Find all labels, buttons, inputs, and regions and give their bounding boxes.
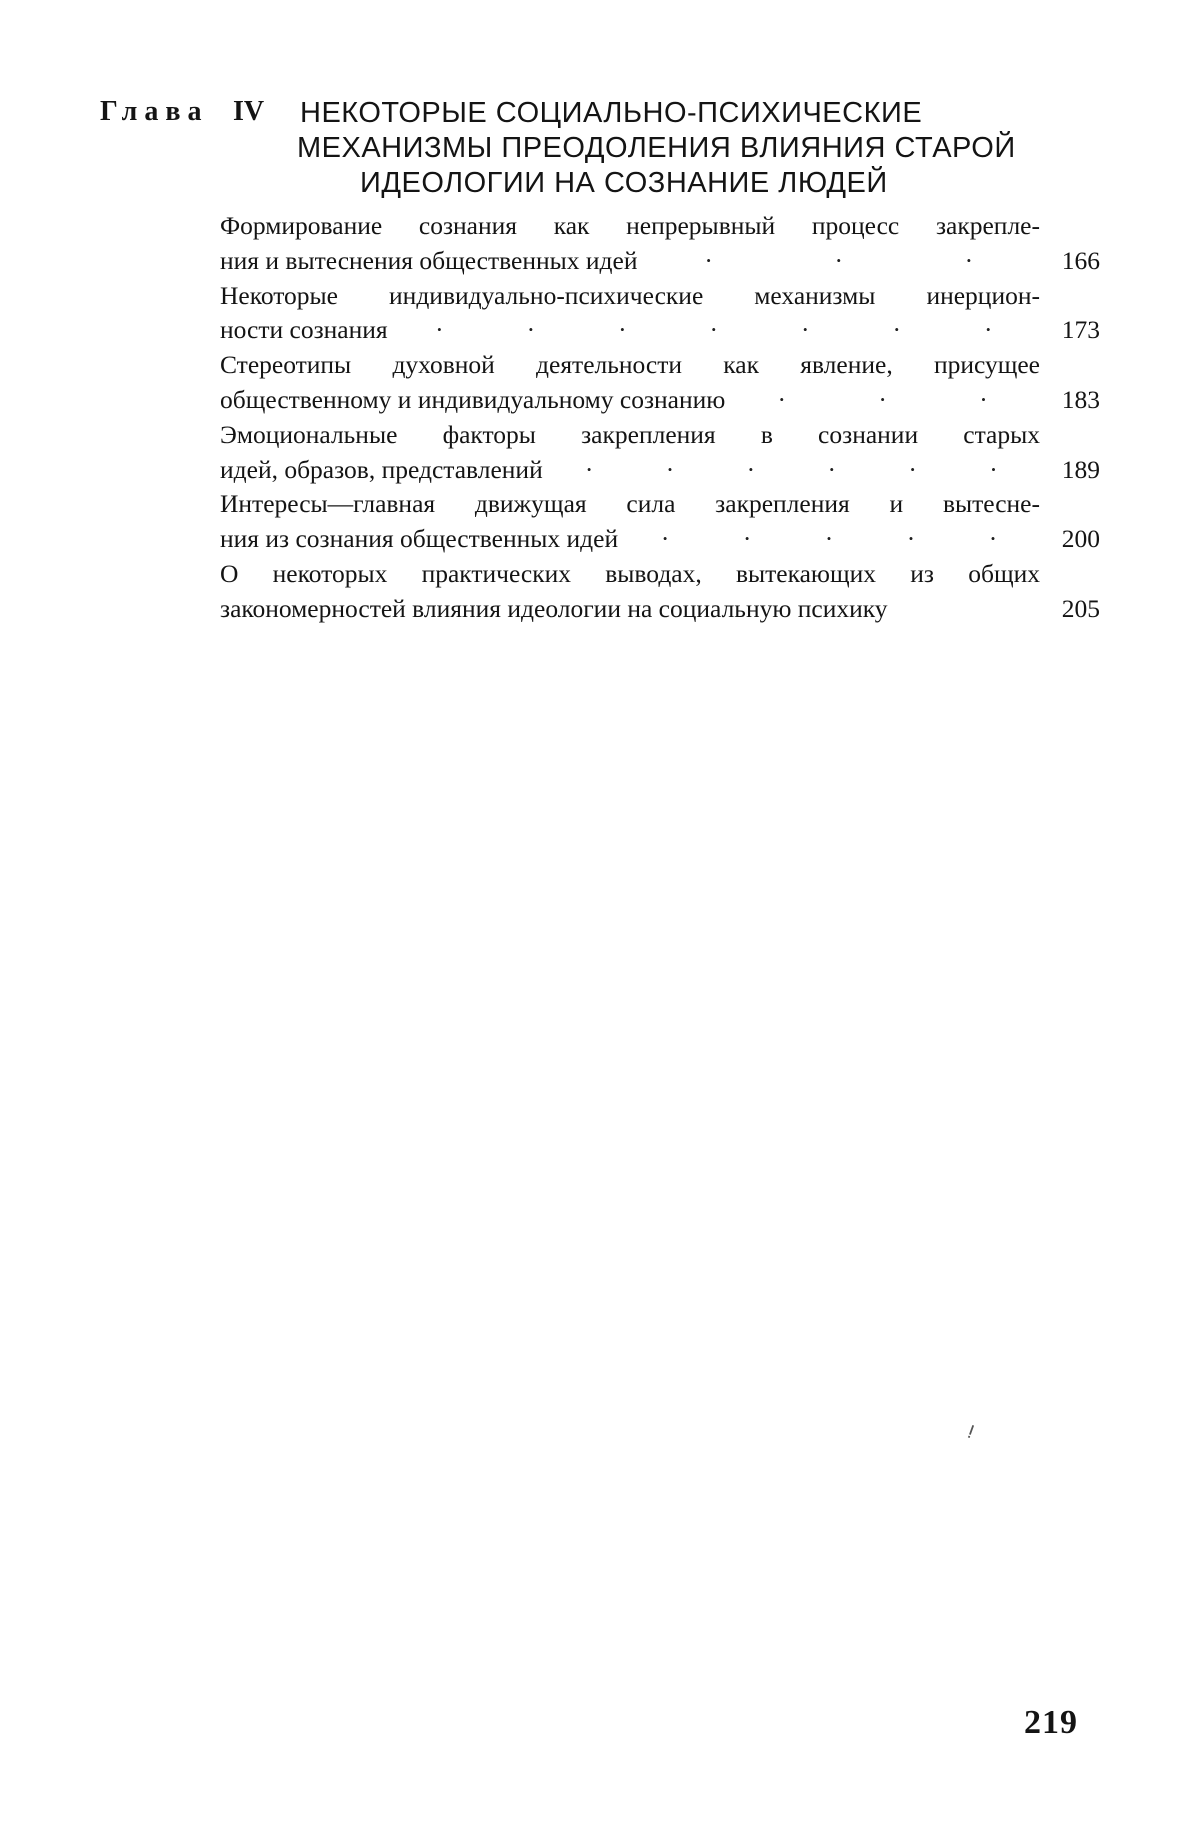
dot-leader: · · · [777,384,988,414]
toc-entry[interactable] [220,557,1100,627]
toc-entry-text-end: ния и вытеснения общественных идей [220,245,638,275]
toc-entry-text-line [220,313,1040,348]
toc-page-number: 166 [1061,245,1100,275]
toc-entry-text-line: Эмоциональные факторы закрепления в сознании старых [220,419,1040,449]
toc-entry-text-line [220,383,1040,418]
toc-entry-text-line: О некоторых практических выводах, вытекающих из общих [220,558,1040,588]
toc-page-number: 200 [1061,524,1100,554]
chapter-title-line: НЕКОТОРЫЕ СОЦИАЛЬНО-ПСИХИЧЕСКИЕ [300,97,923,129]
toc-entry-text-end: идей, образов, представлений [220,454,543,484]
toc-entry-text-line [220,592,1040,627]
toc-entry[interactable] [220,279,1100,349]
page-number: 219 [1024,1704,1078,1741]
toc-entry-text-line [220,522,1040,557]
toc-page-number: 189 [1061,454,1100,484]
chapter-title-line: МЕХАНИЗМЫ ПРЕОДОЛЕНИЯ ВЛИЯНИЯ СТАРОЙ [297,132,1016,164]
toc-entry-text-end: ности сознания [220,315,388,345]
toc-entry-text-line: Интересы—главная движущая сила закрепления и вытесне- [220,489,1040,519]
toc-entry-text-end: ния из сознания общественных идей [220,524,619,554]
toc-entry-text-end: закономерностей влияния идеологии на социальную психику [220,593,888,623]
toc-entry-text-line: Формирование сознания как непрерывный процесс закрепле- [220,211,1040,240]
chapter-title-line: ИДЕОЛОГИИ НА СОЗНАНИЕ ЛЮДЕЙ [360,167,888,199]
toc-entry[interactable] [220,348,1100,418]
chapter-label: Глава [100,96,209,127]
toc-entry[interactable] [220,418,1100,488]
dot-leader: · · · · · · · [435,315,993,345]
dot-leader: · · · [704,245,974,275]
toc-page-number: 173 [1061,315,1100,345]
toc-entry-text-line: Стереотипы духовной деятельности как явление, присущее [220,350,1040,380]
toc-entry[interactable] [220,209,1100,279]
toc-entry-text-line: Некоторые индивидуально-психические механизмы инерцион- [220,280,1040,310]
table-of-contents [220,209,1100,627]
toc-entry[interactable] [220,487,1100,557]
toc-entry-text-line [220,453,1040,488]
toc-entry-text-end: общественному и индивидуальному сознанию [220,384,726,414]
stray-print-mark: ⵑ [964,1421,977,1443]
dot-leader: · · · · · · [584,454,998,484]
chapter-title [297,96,1100,201]
dot-leader: · · · · · [660,524,998,554]
chapter-number: IV [233,96,265,127]
toc-page-number: 205 [1061,593,1100,623]
toc-entry-text-line [220,244,1040,279]
toc-page-number: 183 [1061,384,1100,414]
